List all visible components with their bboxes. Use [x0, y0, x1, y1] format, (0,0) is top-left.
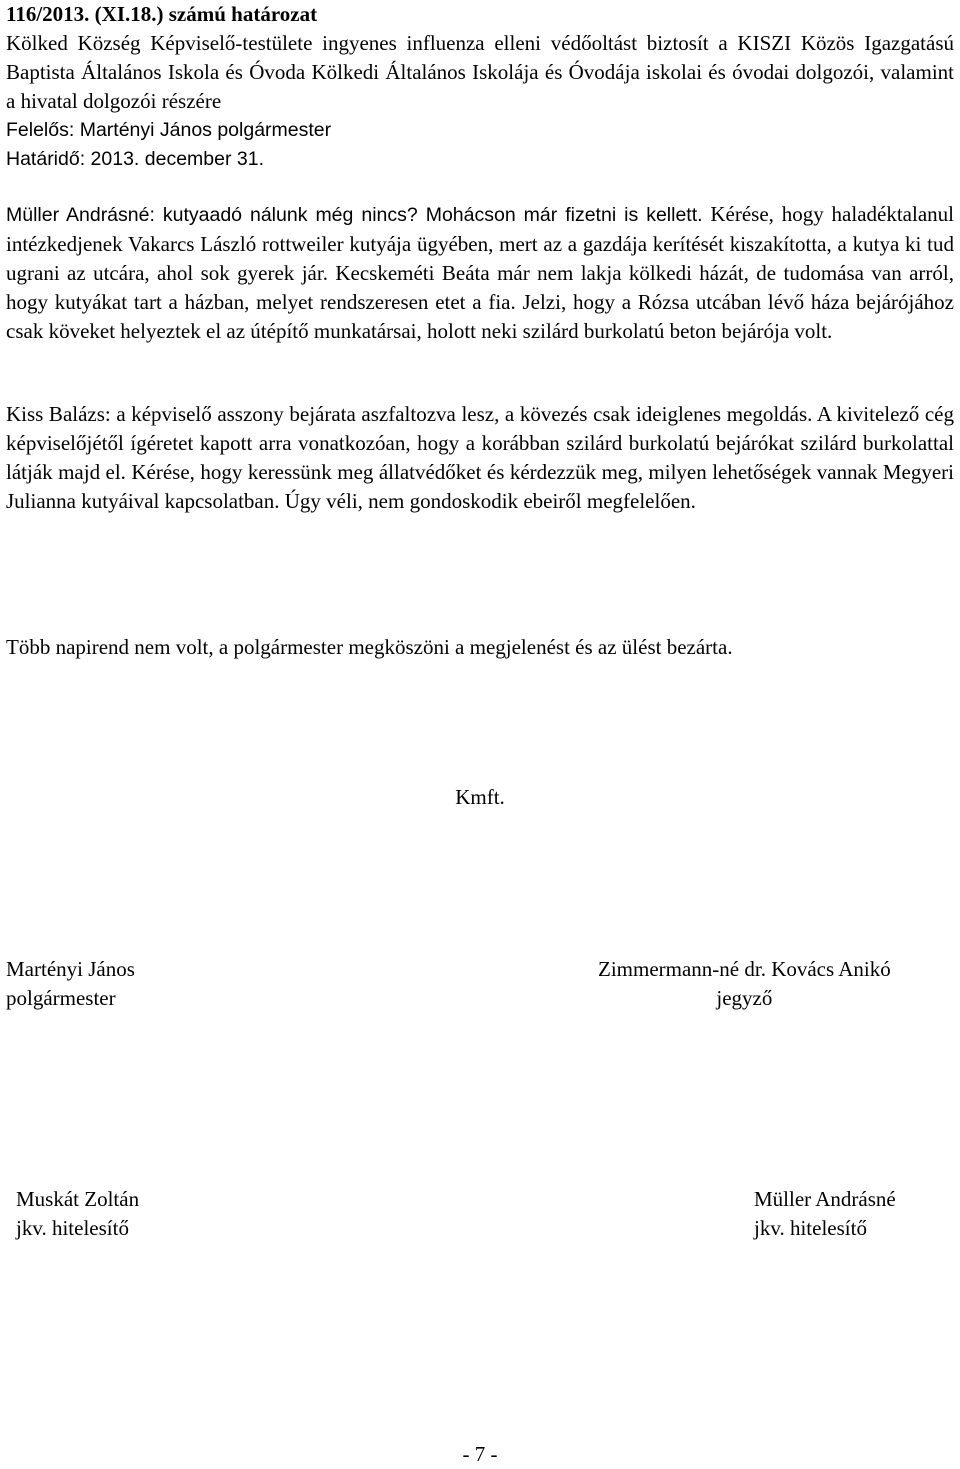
- signature-notary-role: jegyző: [716, 986, 773, 1010]
- signature-mayor: [6, 955, 135, 1013]
- signature-notary-name: Zimmermann-né dr. Kovács Anikó: [598, 957, 891, 981]
- resolution-title: 116/2013. (XI.18.) számú határozat: [6, 2, 318, 26]
- page-number: - 7 -: [462, 1442, 498, 1466]
- signature-authenticator-2-name: Müller Andrásné: [754, 1187, 896, 1211]
- signature-mayor-role: polgármester: [6, 986, 116, 1010]
- closing-statement: Több napirend nem volt, a polgármester megköszöni a megjelenést és az ülést bezárta.: [6, 635, 733, 659]
- signature-authenticator-2-role: jkv. hitelesítő: [754, 1216, 867, 1240]
- signature-mayor-name: Martényi János: [6, 957, 135, 981]
- signature-notary: [598, 955, 891, 1013]
- signature-authenticator-1-name: Muskát Zoltán: [16, 1187, 140, 1211]
- resolution-text: Kölked Község Képviselő-testülete ingyenes influenza elleni védőoltást biztosít a KISZI Közös Igazgatású Baptista Általános Iskola és Óvoda Kölkedi Általános Iskolája és Óvodája iskolai és óvodai dolgozói, valamint a hivatal dolgozói részére: [6, 31, 954, 113]
- paragraph-kiss-lead: Kiss Balázs: a képviselő asszony bejárata aszfaltozva lesz, a kövezés csak ideiglenes megoldás.: [6, 402, 813, 426]
- resolution-responsible: Felelős: Martényi János polgármester: [6, 119, 332, 141]
- signature-authenticator-1-role: jkv. hitelesítő: [16, 1216, 129, 1240]
- kmft-label: Kmft.: [455, 785, 505, 809]
- paragraph-muller-text: Kérése, hogy haladéktalanul intézkedjenek Vakarcs László rottweiler kutyája ügyében, mert az a gazdája kerítését kiszakította, a kutya ki tud ugrani az utcára, ahol sok gyerek jár. Kecskeméti Beáta már nem lakja kölkedi házát, de tudomása van arról, hogy kutyákat tart a házban, melyet rendszeresen etet a fia. Jelzi, hogy a Rózsa utcában lévő háza bejárójához csak köveket helyeztek el az útépítő munkatársai, holott neki szilárd burkolatú beton bejárója volt.: [6, 202, 954, 343]
- signature-authenticator-2: [754, 1185, 896, 1243]
- paragraph-kiss: [6, 400, 954, 516]
- resolution-deadline: Határidő: 2013. december 31.: [6, 148, 264, 170]
- paragraph-muller: [6, 200, 954, 346]
- resolution-block: [6, 0, 954, 174]
- paragraph-muller-lead: Müller Andrásné: kutyaadó nálunk még nincs? Mohácson már fizetni is kellett.: [6, 204, 703, 226]
- signature-authenticator-1: [16, 1185, 139, 1243]
- paragraph-kiss-text: A kivitelező cég képviselőjétől ígéretet kapott arra vonatkozóan, hogy a korábban szilárd burkolatú bejárókat szilárd burkolattal látják majd el. Kérése, hogy keressünk meg állatvédőket és kérdezzük meg, milyen lehetőségek vannak Megyeri Julianna kutyáival kapcsolatban. Úgy véli, nem gondoskodik ebeiről megfelelően.: [6, 402, 954, 513]
